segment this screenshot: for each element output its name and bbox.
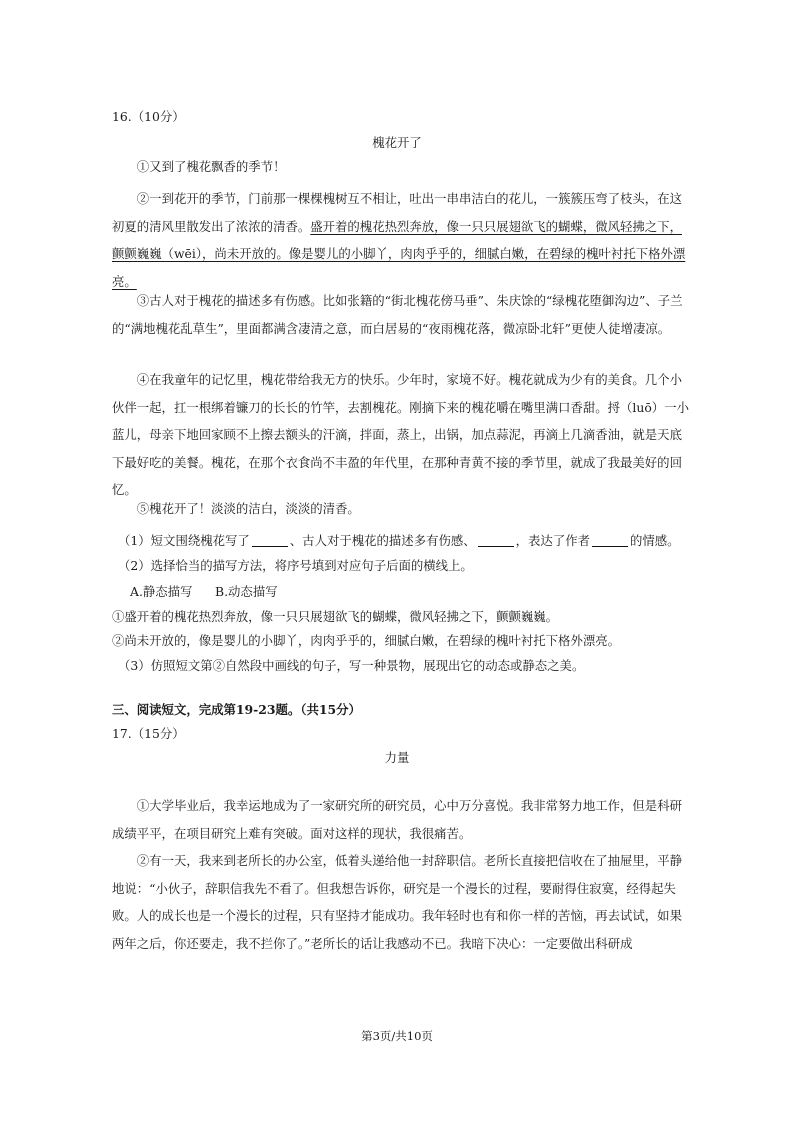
sub-question-2: （2）选择恰当的描写方法，将序号填到对应句子后面的横线上。 [118, 558, 473, 573]
sub-question-1-part-a: （1）短文围绕槐花写了 [118, 533, 250, 548]
question-17-number: 17.（15分） [112, 726, 185, 741]
sub-question-1 [118, 531, 680, 549]
paragraph-1: ①又到了槐花飘香的季节！ [136, 159, 286, 174]
sentence-2: ②尚未开放的，像是婴儿的小脚丫，肉肉乎乎的，细腻白嫩，在碧绿的槐叶衬托下格外漂亮。 [112, 633, 621, 648]
passage-title: 槐花开了 [372, 135, 422, 150]
option-a: A.静态描写 [130, 584, 193, 599]
sub-question-1-part-b: 、古人对于槐花的描述多有伤感、 [289, 533, 476, 548]
answer-blank-2[interactable] [478, 534, 514, 547]
sub-question-1-part-d: 的情感。 [630, 533, 680, 548]
sub-question-1-part-c: ，表达了作者 [515, 533, 590, 548]
question-16-number: 16.（10分） [112, 109, 185, 124]
sub-question-3: （3）仿照短文第②自然段中画线的句子，写一种景物，展现出它的动态或静态之美。 [118, 658, 585, 673]
paragraph-5: ⑤槐花开了！淡淡的洁白，淡淡的清香。 [136, 501, 360, 516]
option-b: B.动态描写 [215, 584, 278, 599]
paragraph-2-text: ②一到花开的季节，门前那一棵棵槐树互不相让，吐出一串串洁白的花儿，一簇簇压弯了枝头，在这初夏的清风里散发出了浓浓的清香。 [112, 191, 682, 234]
paragraph-2-underlined: 盛开着的槐花热烈奔放，像一只只展翅欲飞的蝴蝶，微风轻拂之下，颤颤巍巍（wēi），尚未开放的。像是婴儿的小脚丫，肉肉乎乎的，细腻白嫩，在碧绿的槐叶衬托下格外漂亮。 [112, 218, 686, 289]
paragraph-3: ③古人对于槐花的描述多有伤感。比如张籍的“街北槐花傍马垂”、朱庆馀的“绿槐花堕御沟边”、子兰的“满地槐花乱草生”，里面都满含凄清之意，而白居易的“夜雨槐花落，微凉卧北轩”更使人徒增凄凉。 [112, 293, 683, 336]
passage-2-title: 力量 [384, 750, 410, 765]
answer-blank-1[interactable] [252, 534, 288, 547]
sentence-1: ①盛开着的槐花热烈奔放，像一只只展翅欲飞的蝴蝶，微风轻拂之下，颤颤巍巍。 [112, 609, 559, 624]
passage-2-paragraph-2: ②有一天，我来到老所长的办公室，低着头递给他一封辞职信。老所长直接把信收在了抽屉里，平静地说：“小伙子，辞职信我先不看了。但我想告诉你，研究是一个漫长的过程，要耐得住寂寞，经得起失败。人的成长也是一个漫长的过程，只有坚持才能成功。我年轻时也有和你一样的苦恼，再去试试，如果两年之后，你还要走，我不拦你了。”老所长的话让我感动不已。我暗下决心：一定要做出科研成 [112, 853, 682, 951]
paragraph-2 [112, 185, 694, 295]
page-number: 第3页/共10页 [361, 1029, 433, 1043]
section-heading: 三、阅读短文，完成第19-23题。（共15分） [112, 702, 361, 717]
paragraph-4: ④在我童年的记忆里，槐花带给我无方的快乐。少年时，家境不好。槐花就成为少有的美食。几个小伙伴一起，扛一根绑着镰刀的长长的竹竿，去割槐花。刚摘下来的槐花嚼在嘴里满口香甜。捋（luō）一小蓝儿，母亲下地回家顾不上擦去额头的汗滴，拌面，蒸上，出锅，加点蒜泥，再滴上几滴香油，就是天底下最好吃的美餐。槐花，在那个衣食尚不丰盈的年代里，在那种青黄不接的季节里，就成了我最美好的回忆。 [112, 372, 689, 497]
passage-2-paragraph-1: ①大学毕业后，我幸运地成为了一家研究所的研究员，心中万分喜悦。我非常努力地工作，但是科研成绩平平，在项目研究上难有突破。面对这样的现状，我很痛苦。 [112, 798, 682, 841]
answer-blank-3[interactable] [592, 534, 628, 547]
